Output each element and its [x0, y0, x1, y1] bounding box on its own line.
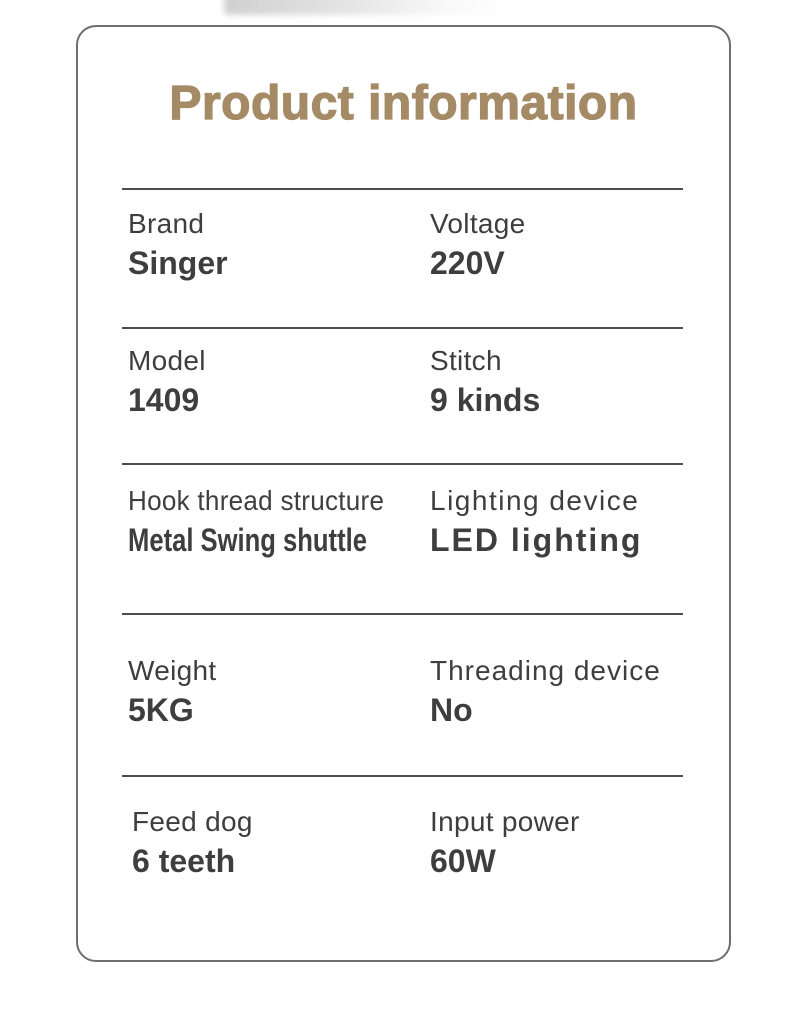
spec-value: Singer — [128, 245, 228, 281]
spec-label: Model — [128, 345, 206, 376]
page-title: Product information — [169, 77, 638, 130]
spec-row-brand-voltage — [78, 190, 729, 327]
product-info-card — [76, 25, 731, 962]
spec-value: Metal Swing shuttle — [128, 522, 367, 558]
spec-value: 220V — [430, 245, 505, 281]
spec-label: Weight — [128, 655, 217, 686]
spec-label: Input power — [430, 806, 580, 837]
spec-cell-threading — [430, 654, 719, 775]
spec-label: Feed dog — [132, 806, 253, 837]
spec-row-hook-lighting — [78, 465, 729, 613]
spec-value: 9 kinds — [430, 382, 541, 418]
spec-cell-lighting — [430, 484, 719, 613]
spec-label: Voltage — [430, 208, 526, 239]
spec-value: 60W — [430, 843, 496, 879]
spec-value: 5KG — [128, 692, 194, 728]
top-edge-shadow-artifact — [224, 0, 514, 15]
spec-row-feeddog-power — [78, 777, 729, 960]
spec-value: LED lighting — [430, 522, 643, 558]
spec-value: 6 teeth — [132, 843, 236, 879]
spec-cell-stitch — [430, 344, 719, 463]
spec-label: Stitch — [430, 345, 502, 376]
spec-cell-hook-thread — [128, 484, 430, 613]
spec-label: Lighting device — [430, 485, 640, 516]
spec-label: Brand — [128, 208, 205, 239]
spec-label: Hook thread structure — [128, 485, 385, 516]
spec-table — [78, 188, 729, 960]
spec-label: Threading device — [430, 655, 661, 686]
spec-row-weight-threading — [78, 615, 729, 775]
spec-cell-weight — [128, 654, 430, 775]
spec-value: No — [430, 692, 473, 728]
spec-cell-feed-dog — [128, 805, 430, 960]
spec-cell-voltage — [430, 207, 719, 327]
spec-value: 1409 — [128, 382, 200, 418]
spec-cell-input-power — [430, 805, 719, 960]
spec-row-model-stitch — [78, 329, 729, 463]
spec-cell-model — [128, 344, 430, 463]
spec-cell-brand — [128, 207, 430, 327]
